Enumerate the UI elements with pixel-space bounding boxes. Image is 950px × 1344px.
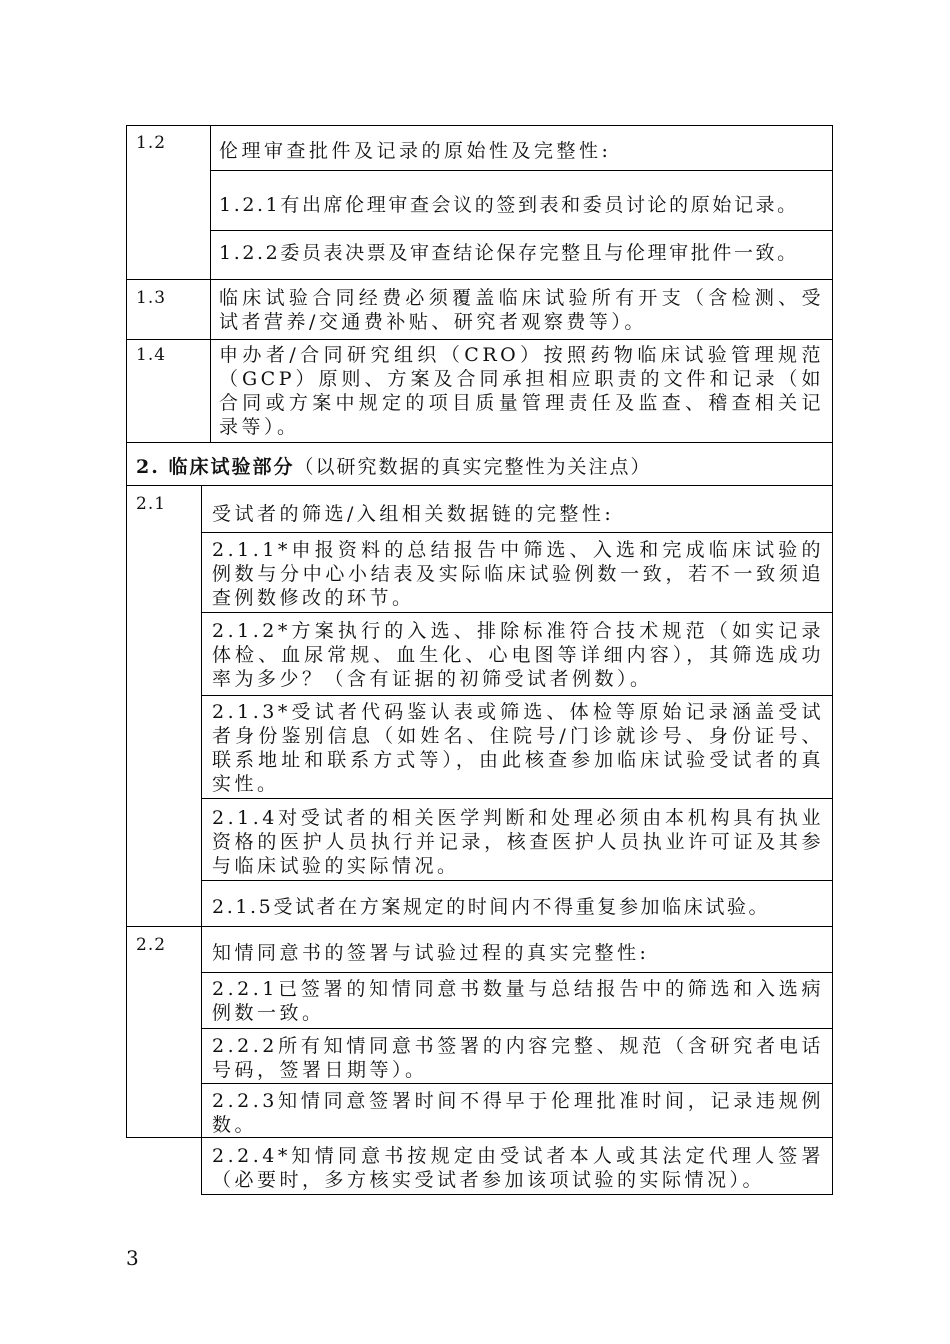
row-item: 2.1.2*方案执行的入选、排除标准符合技术规范（如实记录体检、血尿常规、血生化、心电图等详细内容），其筛选成功率为多少？（含有证据的初筛受试者例数）。 — [212, 620, 824, 690]
row-text: 临床试验合同经费必须覆盖临床试验所有开支（含检测、受试者营养/交通费补贴、研究者观察费等）。 — [219, 287, 824, 333]
row-heading: 受试者的筛选/入组相关数据链的完整性: — [212, 503, 615, 525]
row-number: 1.4 — [136, 345, 167, 365]
row-text: 申办者/合同研究组织（CRO）按照药物临床试验管理规范（GCP）原则、方案及合同承担相应职责的文件和记录（如合同或方案中规定的项目质量管理责任及监查、稽查相关记录等）。 — [219, 344, 824, 438]
section-title — [136, 455, 826, 479]
row-number: 1.2 — [136, 133, 167, 153]
row-divider — [126, 1137, 833, 1138]
row-item: 2.1.3*受试者代码鉴认表或筛选、体检等原始记录涵盖受试者身份鉴别信息（如姓名、住院号/门诊就诊号、身份证号、联系地址和联系方式等），由此核查参加临床试验受试者的真实性。 — [212, 701, 824, 795]
table-border-top — [126, 125, 833, 126]
section-title-bold: 2. 临床试验部分 — [136, 456, 295, 478]
section-title-note: （以研究数据的真实完整性为关注点） — [294, 456, 652, 478]
row-divider — [210, 230, 833, 231]
row-number: 1.3 — [136, 288, 167, 308]
row-divider — [126, 442, 833, 443]
table-border-bottom — [201, 1194, 833, 1195]
row-item: 2.2.4*知情同意书按规定由受试者本人或其法定代理人签署（必要时，多方核实受试者参加该项试验的实际情况）。 — [212, 1145, 824, 1191]
row-divider — [201, 972, 833, 973]
row-item: 2.2.3知情同意签署时间不得早于伦理批准时间，记录违规例数。 — [212, 1090, 824, 1136]
row-number: 2.2 — [136, 935, 167, 955]
row-divider — [201, 532, 833, 533]
row-heading: 伦理审查批件及记录的原始性及完整性: — [219, 140, 612, 162]
row-divider — [126, 279, 833, 280]
row-item: 2.2.1已签署的知情同意书数量与总结报告中的筛选和入选病例数一致。 — [212, 978, 824, 1024]
row-divider — [201, 798, 833, 799]
column-divider-s1 — [210, 125, 211, 442]
row-number: 2.1 — [136, 494, 167, 514]
row-divider — [210, 170, 833, 171]
row-item: 2.1.4对受试者的相关医学判断和处理必须由本机构具有执业资格的医护人员执行并记录，核查医护人员执业许可证及其参与临床试验的实际情况。 — [212, 807, 824, 877]
row-divider — [201, 880, 833, 881]
row-item: 2.1.1*申报资料的总结报告中筛选、入选和完成临床试验的例数与分中心小结表及实际临床试验例数一致，若不一致须追查例数修改的环节。 — [212, 539, 824, 609]
row-divider — [126, 339, 833, 340]
column-divider-s2 — [201, 485, 202, 1195]
row-item: 1.2.1有出席伦理审查会议的签到表和委员讨论的原始记录。 — [219, 194, 799, 216]
table-border-right — [832, 125, 833, 1195]
table-border-left — [126, 125, 127, 1137]
row-heading: 知情同意书的签署与试验过程的真实完整性: — [212, 942, 650, 964]
row-divider — [201, 695, 833, 696]
row-divider — [201, 1083, 833, 1084]
row-divider — [201, 1028, 833, 1029]
row-item: 1.2.2委员表决票及审查结论保存完整且与伦理审批件一致。 — [219, 242, 799, 264]
row-divider — [126, 485, 833, 486]
row-divider — [126, 926, 833, 927]
row-divider — [201, 612, 833, 613]
row-item: 2.1.5受试者在方案规定的时间内不得重复参加临床试验。 — [212, 896, 771, 918]
page-number: 3 — [126, 1246, 139, 1270]
row-item: 2.2.2所有知情同意书签署的内容完整、规范（含研究者电话号码，签署日期等）。 — [212, 1035, 824, 1081]
